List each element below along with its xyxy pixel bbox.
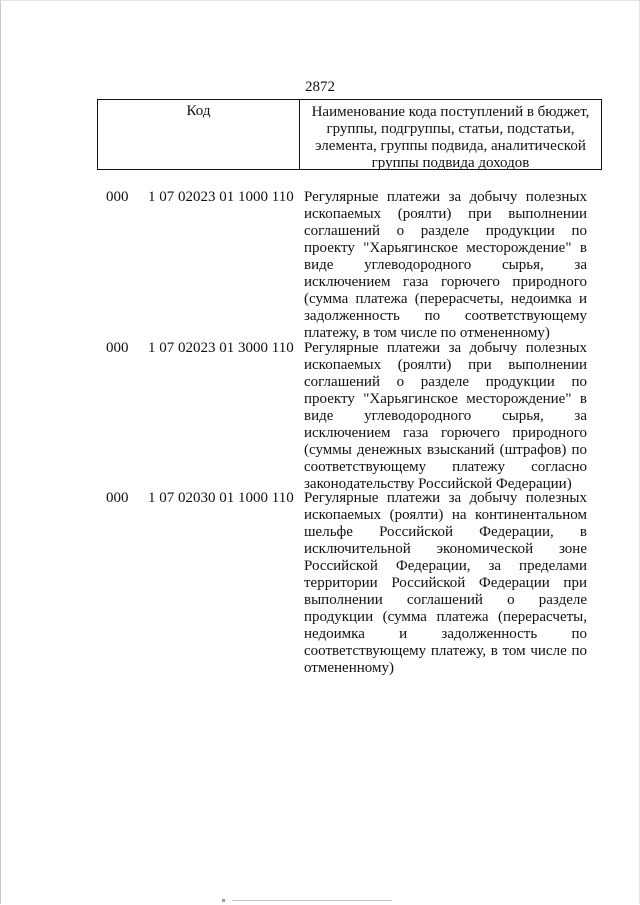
row-description: Регулярные платежи за добычу полезных ископаемых (роялти) при выполнении соглашений о разделе продукции по проекту "Харьягинское месторождение" в виде углеводородного сырья, за исключением газа горючего природного (сумма платежа (перерасчеты, недоимка и задолженность по соответствующему платежу, в том числе по отмененному) (304, 189, 587, 341)
row-admin-code: 000 (106, 189, 129, 205)
page-number: 2872 (305, 79, 335, 95)
row-description: Регулярные платежи за добычу полезных ископаемых (роялти) при выполнении соглашений о разделе продукции по проекту "Харьягинское месторождение" в виде углеводородного сырья, за исключением газа горючего природного (суммы денежных взысканий (штрафов) по соответствующему платежу согласно законодательству Российской Федерации) (304, 340, 587, 492)
table-header (97, 99, 602, 170)
row-admin-code: 000 (106, 490, 129, 506)
row-classification-code: 1 07 02023 01 1000 110 (148, 189, 294, 205)
scan-artifact (232, 900, 392, 901)
header-name-label: Наименование кода поступлений в бюджет, группы, подгруппы, статьи, подстатьи, элемента, группы подвида, аналитической группы подвида доходов (311, 104, 590, 171)
scan-artifact (222, 899, 225, 902)
row-description: Регулярные платежи за добычу полезных ископаемых (роялти) на континентальном шельфе Российской Федерации, в исключительной экономической зоне Российской Федерации, за пределами территории Российской Федерации при выполнении соглашений о разделе продукции (сумма платежа (перерасчеты, недоимка и задолженность по соответствующему платежу, в том числе по отмененному) (304, 490, 587, 676)
row-admin-code: 000 (106, 340, 129, 356)
header-code-label: Код (98, 100, 300, 169)
row-classification-code: 1 07 02023 01 3000 110 (148, 340, 294, 356)
row-classification-code: 1 07 02030 01 1000 110 (148, 490, 294, 506)
